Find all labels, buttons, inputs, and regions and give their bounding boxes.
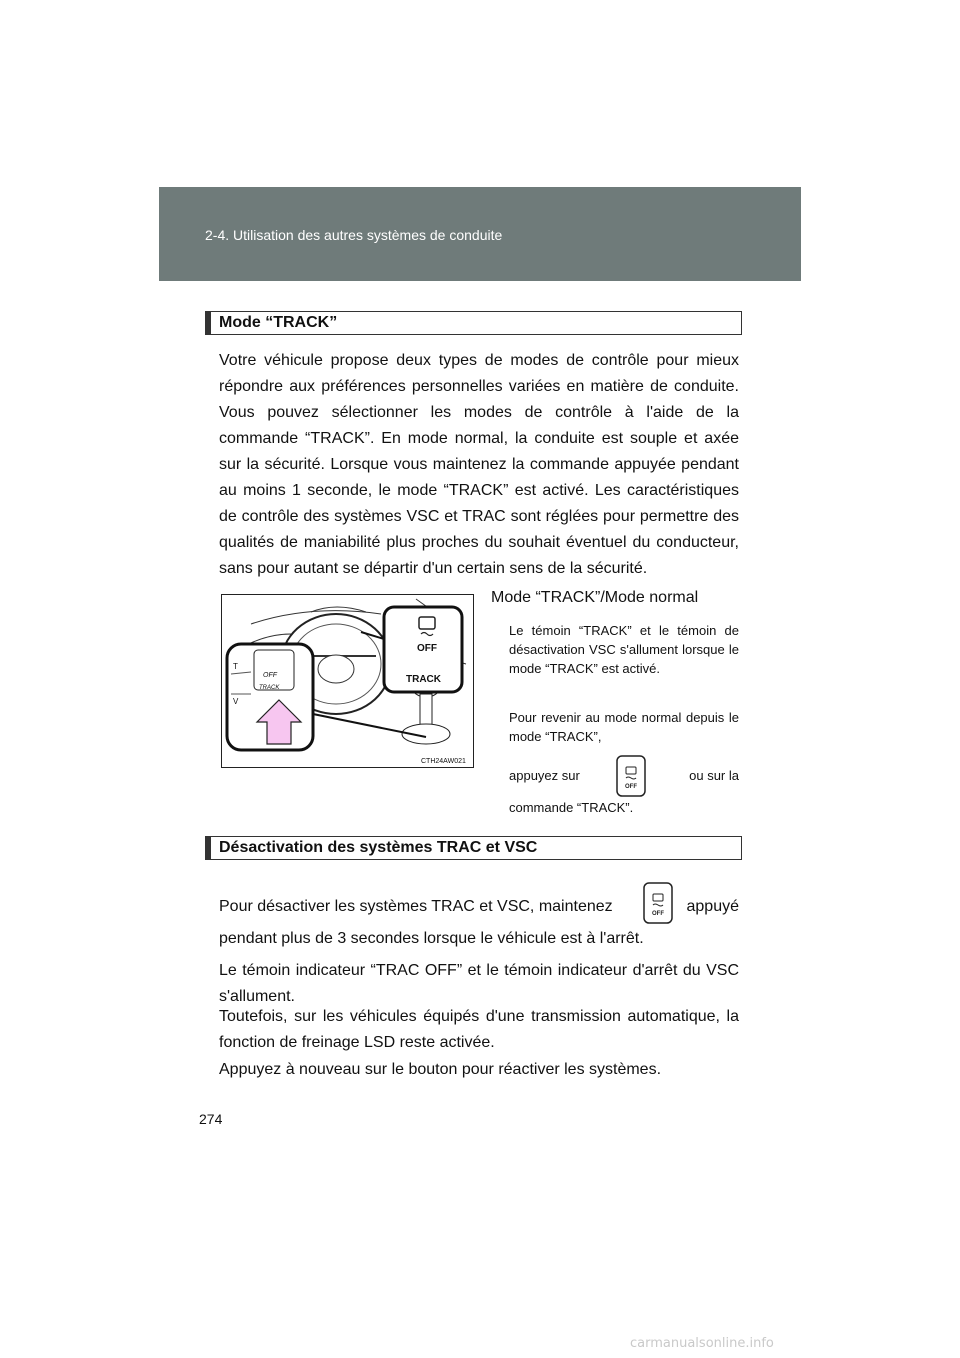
vsc-off-button-icon: [616, 755, 646, 797]
svg-text:T: T: [233, 662, 238, 671]
section-title: Désactivation des systèmes TRAC et VSC: [219, 839, 538, 856]
switch-off-label: OFF: [263, 672, 277, 679]
svg-text:OFF: OFF: [652, 911, 664, 917]
callout-off-label: OFF: [417, 643, 437, 654]
svg-text:OFF: OFF: [625, 784, 637, 790]
figure-caption-title: Mode “TRACK”/Mode normal: [491, 589, 699, 606]
note-text: appuyez sur: [509, 768, 580, 783]
svg-text:V: V: [233, 697, 239, 706]
disable-instruction-line2: pendant plus de 3 secondes lorsque le véhicule est à l'arrêt.: [219, 930, 644, 947]
figure-note-1: Le témoin “TRACK” et le témoin de désactivation VSC s'allument lorsque le mode “TRACK” est activé.: [509, 623, 739, 676]
dashboard-illustration: [221, 594, 474, 768]
figure-note-2: Pour revenir au mode normal depuis le mode “TRACK”,: [509, 710, 739, 744]
note-text: ou sur la: [689, 768, 739, 783]
watermark: carmanualsonline.info: [630, 1336, 774, 1351]
paragraph: Votre véhicule propose deux types de modes de contrôle pour mieux répondre aux préférences personnelles variées en matière de conduite. Vous pouvez sélectionner les modes de contrôle à l'aide de la commande “TRACK”. En mode normal, la conduite est souple et axée sur la sécurité. Lorsque vous maintenez la commande appuyée pendant au moins 1 seconde, le mode “TRACK” est activé. Les caractéristiques de contrôle des systèmes VSC et TRAC sont réglées pour permettre des qualités de maniabilité plus proches du souhait éventuel du conducteur, sans pour autant se départir d'un certain sens de la sécurité.: [219, 352, 739, 577]
vsc-off-button-icon: [643, 882, 673, 924]
section-heading-marker: [206, 837, 211, 859]
section-heading-disable-systems: [205, 836, 742, 860]
section-heading-marker: [206, 312, 211, 334]
chapter-title: 2-4. Utilisation des autres systèmes de conduite: [205, 227, 503, 243]
indicator-paragraph: Le témoin indicateur “TRAC OFF” et le témoin indicateur d'arrêt du VSC s'allument.: [219, 962, 739, 1005]
page-number: 274: [199, 1111, 223, 1127]
track-mode-description: [219, 348, 739, 582]
instruction-text: appuyé: [686, 898, 739, 915]
section-heading-track-mode: [205, 311, 742, 335]
figure-note-2-end: commande “TRACK”.: [509, 800, 634, 815]
reactivate-paragraph: Appuyez à nouveau sur le bouton pour réactiver les systèmes.: [219, 1061, 662, 1078]
switch-track-label: TRACK: [259, 685, 280, 691]
instruction-text: Pour désactiver les systèmes TRAC et VSC, maintenez: [219, 898, 613, 915]
section-title: Mode “TRACK”: [219, 314, 338, 331]
image-code: CTH24AW021: [421, 758, 466, 765]
lsd-paragraph: Toutefois, sur les véhicules équipés d'une transmission automatique, la fonction de freinage LSD reste activée.: [219, 1008, 739, 1051]
callout-track-label: TRACK: [406, 674, 441, 685]
